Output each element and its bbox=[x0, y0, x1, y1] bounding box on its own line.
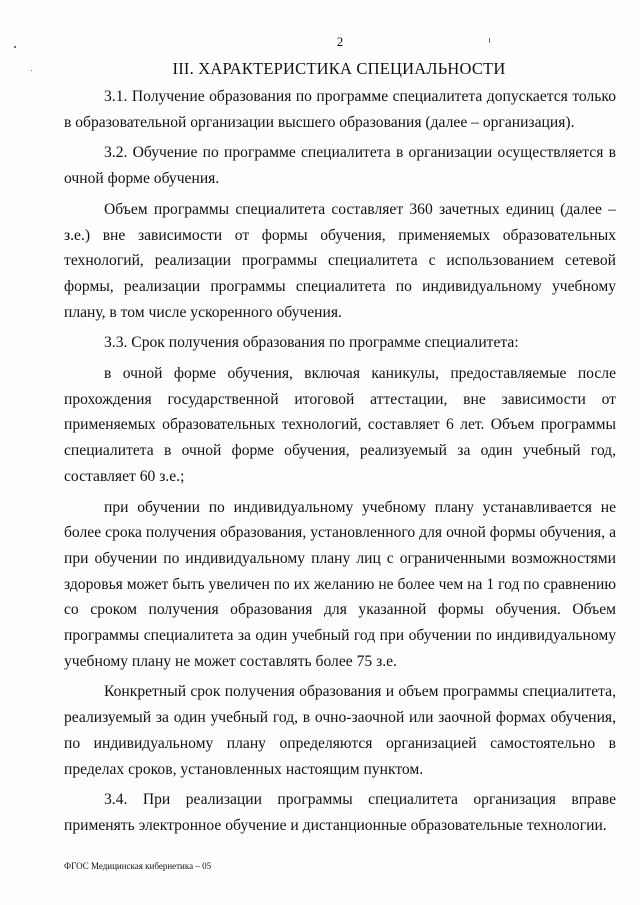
section-title: III. ХАРАКТЕРИСТИКА СПЕЦИАЛЬНОСТИ bbox=[172, 59, 506, 78]
paragraph-3-2: 3.2. Обучение по программе специалитета в организации осуществляется в очной форме обучения. bbox=[64, 144, 616, 188]
page-footer: ФГОС Медицинская кибернетика – 05 bbox=[64, 861, 212, 871]
paragraph-3-1: 3.1. Получение образования по программе специалитета допускается только в образовательной организации высшего образования (далее – организация). bbox=[64, 88, 616, 131]
page-number: 2 bbox=[336, 34, 344, 49]
paragraph-3-3: 3.3. Срок получения образования по программе специалитета: bbox=[104, 334, 519, 352]
paragraph-individual-plan: при обучении по индивидуальному учебному плану устанавливается не более срока получения образования, установленного для очной формы обучения, а при обучении по индивидуальному плану лиц с ограниченными возможностями здоровья может быть увеличен по их желанию не более чем на 1 год по сравнению со сроком получения образования для указанной формы обучения. Объем программы специалитета за один учебный год при обучении по индивидуальному учебному плану не может составлять более 75 з.е. bbox=[64, 498, 616, 670]
scan-speck bbox=[31, 70, 32, 71]
paragraph-full-time-term: в очной форме обучения, включая каникулы, предоставляемые после прохождения государственной итоговой аттестации, вне зависимости от применяемых образовательных технологий, составляет 6 лет. Объем программы специалитета в очной форме обучения, реализуемый за один учебный год, составляет 60 з.е.; bbox=[64, 365, 616, 485]
paragraph-specific-term: Конкретный срок получения образования и объем программы специалитета, реализуемый за один учебный год, в очно-заочной или заочной формах обучения, по индивидуальному плану определяются организацией самостоятельно в пределах сроков, установленных настоящим пунктом. bbox=[64, 683, 616, 778]
paragraph-3-4: 3.4. При реализации программы специалитета организация вправе применять электронное обучение и дистанционные образовательные технологии. bbox=[64, 791, 616, 834]
paragraph-program-volume: Объем программы специалитета составляет 360 зачетных единиц (далее – з.е.) вне зависимости от формы обучения, применяемых образовательных технологий, реализации программы специалитета с использованием сетевой формы, реализации программы специалитета по индивидуальному учебному плану, в том числе ускоренного обучения. bbox=[64, 200, 616, 321]
document-body bbox=[64, 84, 616, 844]
